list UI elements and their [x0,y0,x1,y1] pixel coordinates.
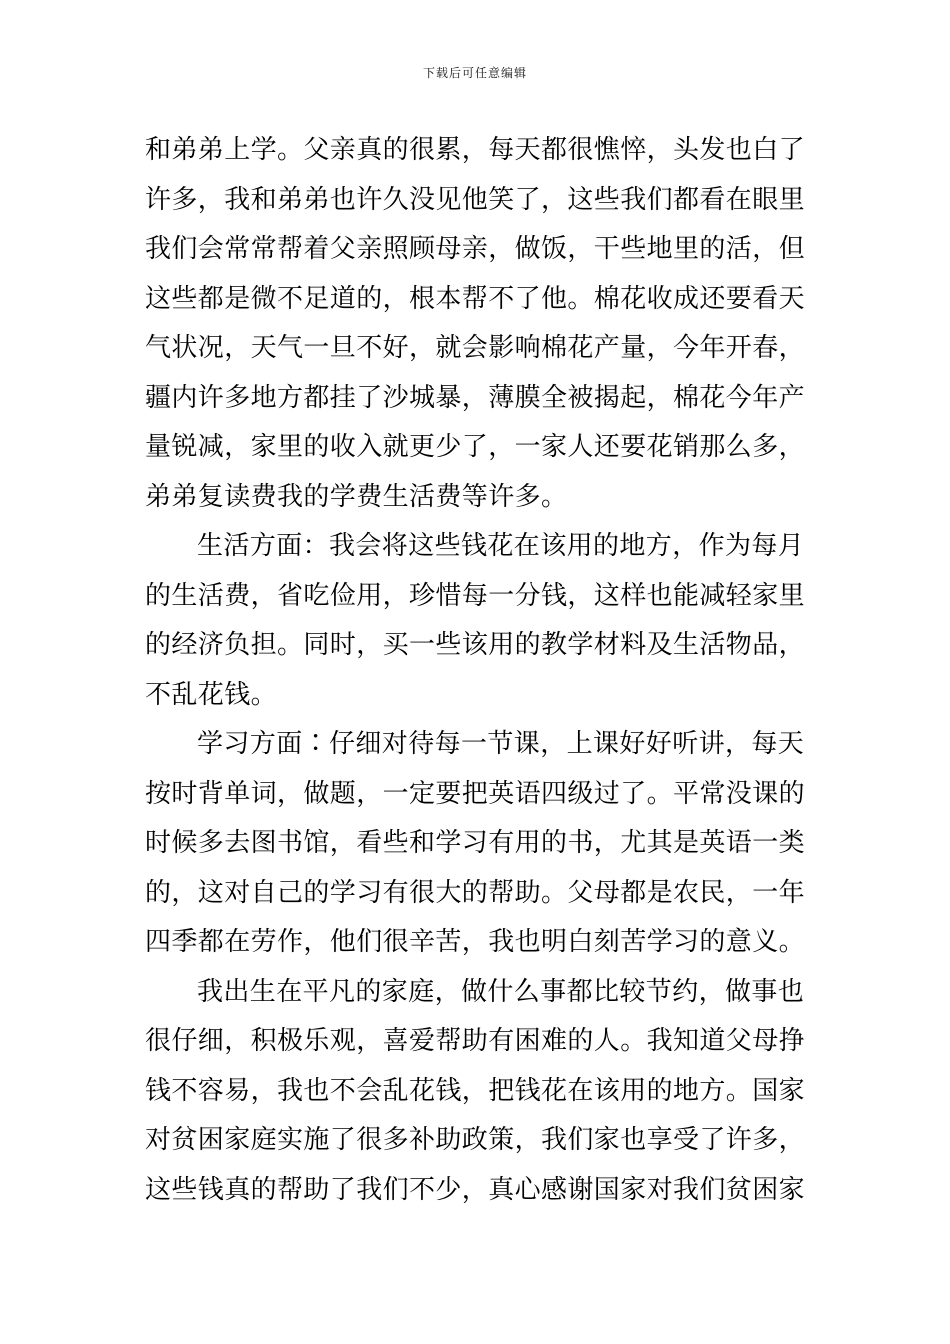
text-line: 对贫困家庭实施了很多补助政策，我们家也享受了许多， [145,1125,806,1155]
text-line: 疆内许多地方都挂了沙城暴，薄膜全被揭起，棉花今年产 [145,382,806,413]
paragraph-living-plan [145,522,810,720]
paragraph-family-situation [145,126,810,522]
text-line: 弟弟复读费我的学费生活费等许多。 [145,481,568,512]
text-line: 生活方面：我会将这些钱花在该用的地方，作为每月 [197,531,805,561]
text-line: 时候多去图书馆，看些和学习有用的书，尤其是英语一类 [145,828,806,858]
text-line: 这些都是微不足道的，根本帮不了他。棉花收成还要看天 [145,283,806,314]
text-line: 量锐减，家里的收入就更少了，一家人还要花销那么多， [145,432,806,462]
text-line: 不乱花钱。 [145,679,278,710]
text-line: 我出生在平凡的家庭，做什么事都比较节约，做事也 [197,976,805,1007]
text-line: 我们会常常帮着父亲照顾母亲，做饭，干些地里的活，但 [145,234,806,264]
text-line: 按时背单词，做题，一定要把英语四级过了。平常没课的 [145,778,806,809]
text-line: 学习方面∶仔细对待每一节课，上课好好听讲，每天 [197,729,805,759]
text-line: 钱不容易，我也不会乱花钱，把钱花在该用的地方。国家 [145,1075,806,1106]
download-note: 下载后可任意编辑 [422,66,527,80]
text-line: 这些钱真的帮助了我们不少，真心感谢国家对我们贫困家 [145,1174,806,1205]
text-line: 很仔细，积极乐观，喜爱帮助有困难的人。我知道父母挣 [145,1026,806,1056]
text-line: 许多，我和弟弟也许久没见他笑了，这些我们都看在眼里 [145,184,806,215]
text-line: 气状况，天气一旦不好，就会影响棉花产量，今年开春， [145,333,806,363]
paragraph-study-plan [145,720,810,968]
text-line: 的，这对自己的学习有很大的帮助。父母都是农民，一年 [145,877,806,908]
text-line: 四季都在劳作，他们很辛苦，我也明白刻苦学习的意义。 [145,927,806,957]
paragraph-personal-background [145,968,810,1216]
text-line: 的经济负担。同时，买一些该用的教学材料及生活物品， [145,630,806,660]
text-line: 和弟弟上学。父亲真的很累，每天都很憔悴，头发也白了 [145,135,806,165]
body-text [145,126,810,1215]
text-line: 的生活费，省吃俭用，珍惜每一分钱，这样也能减轻家里 [145,580,806,611]
